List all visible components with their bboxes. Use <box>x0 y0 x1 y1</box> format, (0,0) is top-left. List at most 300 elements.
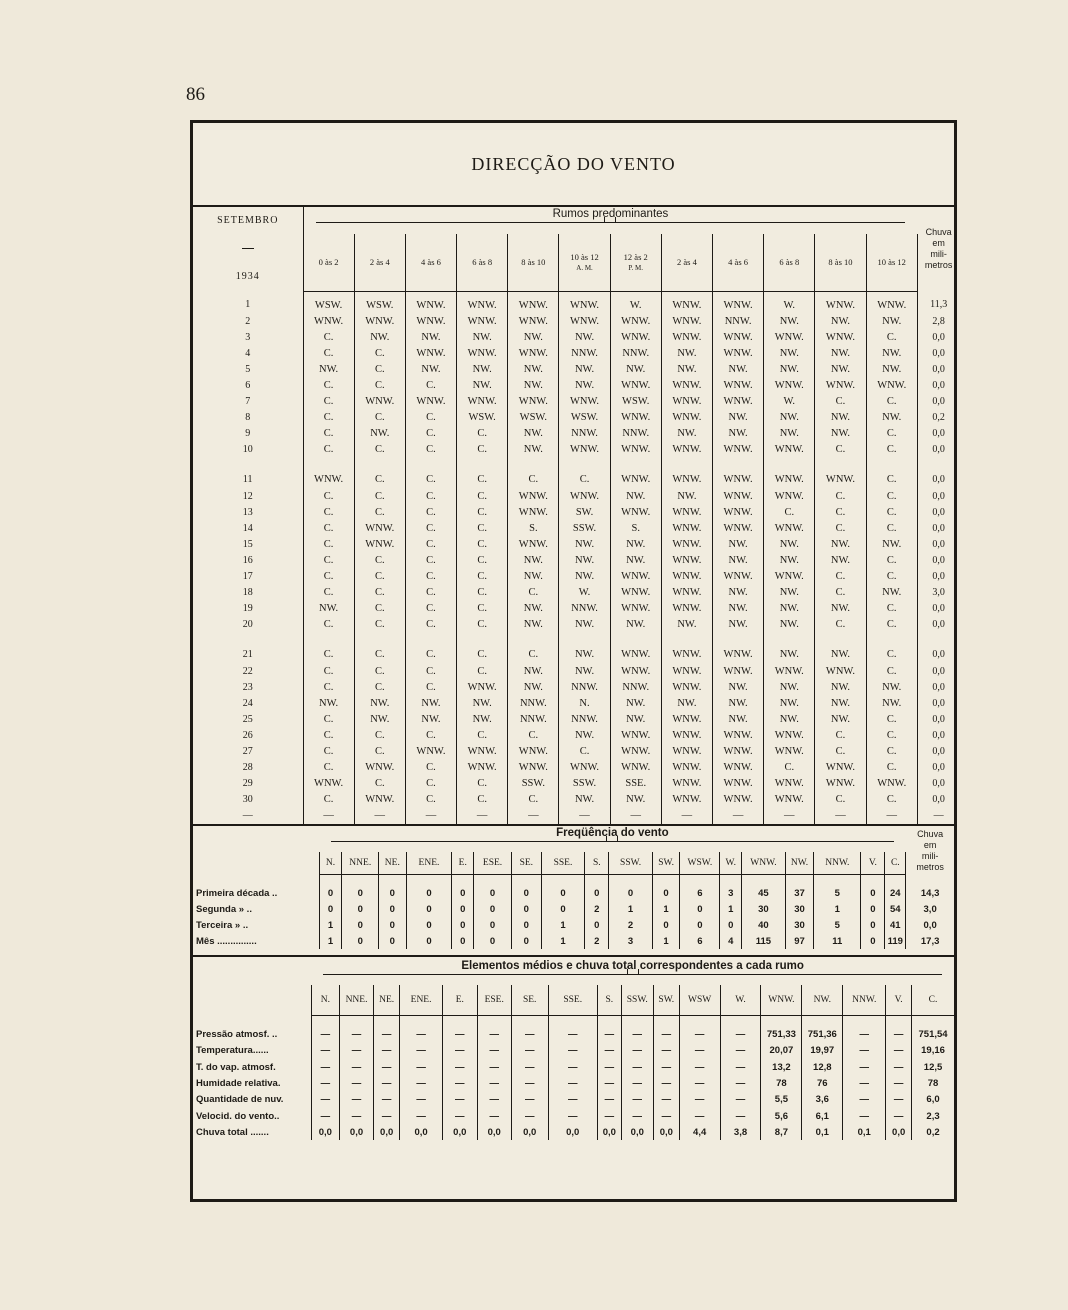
page-number: 86 <box>186 84 205 105</box>
wind-direction-cell: WNW. <box>457 760 508 776</box>
frequency-cell: 11 <box>814 933 861 949</box>
wind-direction-cell: C. <box>405 489 456 505</box>
wind-direction-cell: C. <box>457 585 508 601</box>
element-cell: 0,0 <box>477 1124 511 1140</box>
element-cell: — <box>843 1092 886 1108</box>
wind-direction-cell: NW. <box>815 696 866 712</box>
wind-direction-cell: C. <box>405 378 456 394</box>
gap-cell <box>354 458 405 472</box>
day-number: 30 <box>193 792 303 808</box>
wind-direction-cell: WNW. <box>764 776 815 792</box>
wind-direction-cell: NW. <box>610 617 661 633</box>
wind-direction-cell: WNW. <box>713 378 764 394</box>
element-cell: — <box>653 1059 679 1075</box>
wind-direction-cell: WNW. <box>405 394 456 410</box>
wind-direction-cell: WSW. <box>508 410 559 426</box>
wind-direction-cell: C. <box>354 410 405 426</box>
wind-direction-cell: WNW. <box>764 663 815 679</box>
day-row <box>193 291 959 314</box>
rain-cell: 0,0 <box>932 522 945 534</box>
wind-direction-cell: NW. <box>764 680 815 696</box>
direction-header: E. <box>443 985 477 1016</box>
wind-direction-cell: WNW. <box>866 776 917 792</box>
frequency-cell: 1 <box>541 917 585 933</box>
element-cell: 76 <box>802 1075 843 1091</box>
wind-direction-cell: NW. <box>303 362 354 378</box>
wind-direction-cell: WNW. <box>713 442 764 458</box>
wind-direction-cell: NW. <box>866 696 917 712</box>
element-cell: — <box>843 1108 886 1124</box>
element-cell: — <box>720 1075 761 1091</box>
time-column-label: A. M. <box>576 264 593 273</box>
rain-header-line: Chuva <box>925 227 952 237</box>
element-cell: 0,0 <box>597 1124 621 1140</box>
wind-direction-cell: C. <box>764 505 815 521</box>
wind-direction-cell: WNW. <box>405 314 456 330</box>
frequency-cell: 0 <box>452 875 474 902</box>
gap-cell <box>610 458 661 472</box>
frequency-cell: 0 <box>861 901 885 917</box>
wind-direction-cell: NW. <box>764 537 815 553</box>
wind-direction-cell: SSE. <box>610 776 661 792</box>
day-row <box>193 330 959 346</box>
wind-direction-cell: C. <box>559 744 610 760</box>
wind-direction-cell: WNW. <box>661 521 712 537</box>
direction-header: SE. <box>511 852 541 875</box>
wind-direction-cell: NW. <box>764 346 815 362</box>
rain-header <box>917 207 959 291</box>
wind-direction-cell: NW. <box>764 585 815 601</box>
wind-direction-cell: — <box>866 808 917 824</box>
row-label: Chuva total ....... <box>193 1124 311 1140</box>
wind-direction-cell: WNW. <box>764 728 815 744</box>
wind-direction-cell: C. <box>866 505 917 521</box>
wind-direction-cell: WNW. <box>866 291 917 314</box>
frequency-cell: 0 <box>342 875 379 902</box>
wind-direction-cell: WNW. <box>610 330 661 346</box>
gap-cell <box>508 458 559 472</box>
element-cell: — <box>597 1043 621 1059</box>
frequency-cell: 0 <box>342 917 379 933</box>
wind-direction-cell: C. <box>815 617 866 633</box>
gap-cell <box>610 633 661 647</box>
day-row <box>193 472 959 488</box>
wind-direction-cell: WSW. <box>457 410 508 426</box>
wind-direction-cell: WNW. <box>815 330 866 346</box>
element-cell: — <box>400 1059 443 1075</box>
wind-direction-cell: C. <box>303 744 354 760</box>
frequency-caption-text: Freqüência do vento <box>556 827 669 840</box>
frequency-cell: 0 <box>319 875 342 902</box>
rain-cell: 0,0 <box>932 745 945 757</box>
wind-direction-cell: C. <box>866 792 917 808</box>
wind-direction-cell: NW. <box>508 442 559 458</box>
gap-cell <box>559 458 610 472</box>
wind-direction-cell: NW. <box>815 680 866 696</box>
direction-header: C. <box>912 985 954 1016</box>
day-number: 6 <box>193 378 303 394</box>
wind-direction-cell: C. <box>405 617 456 633</box>
wind-direction-cell: WNW. <box>610 442 661 458</box>
rain-cell: 0,0 <box>932 444 945 456</box>
frequency-cell: 119 <box>885 933 906 949</box>
wind-direction-cell: WNW. <box>713 728 764 744</box>
rain-cell: 0,2 <box>932 412 945 424</box>
day-number: 13 <box>193 505 303 521</box>
direction-header: C. <box>885 852 906 875</box>
element-cell: — <box>374 1016 400 1043</box>
gap-cell <box>508 633 559 647</box>
decade-gap <box>193 633 959 647</box>
element-cell: 0,0 <box>511 1124 548 1140</box>
row-label: T. do vap. atmosf. <box>193 1059 311 1075</box>
wind-direction-cell: WNW. <box>610 647 661 663</box>
wind-direction-cell: NW. <box>559 728 610 744</box>
frequency-cell: 0 <box>474 901 512 917</box>
wind-direction-cell: NW. <box>713 553 764 569</box>
wind-direction-cell: C. <box>354 505 405 521</box>
element-cell: — <box>886 1075 912 1091</box>
rain-cell: 0,0 <box>932 347 945 359</box>
wind-direction-cell: NW. <box>866 585 917 601</box>
wind-direction-cell: NW. <box>508 601 559 617</box>
frequency-cell: 5 <box>814 875 861 902</box>
frequency-cell: 0 <box>406 917 452 933</box>
wind-direction-cell: C. <box>303 426 354 442</box>
frequency-cell: 1 <box>319 933 342 949</box>
frequency-cell: 0 <box>511 917 541 933</box>
direction-header: ESE. <box>477 985 511 1016</box>
frequency-cell: 4 <box>720 933 742 949</box>
wind-direction-cell: — <box>815 808 866 824</box>
direction-header: NNW. <box>843 985 886 1016</box>
rain-cell: — <box>933 810 944 822</box>
wind-direction-cell: WNW. <box>713 647 764 663</box>
wind-direction-cell: C. <box>303 489 354 505</box>
direction-header: SSE. <box>548 985 597 1016</box>
wind-direction-cell: C. <box>866 489 917 505</box>
element-cell: — <box>548 1108 597 1124</box>
day-number: 19 <box>193 601 303 617</box>
frequency-cell: 0 <box>541 901 585 917</box>
decade-gap <box>193 458 959 472</box>
wind-direction-cell: C. <box>303 663 354 679</box>
frequency-cell: 0 <box>652 917 679 933</box>
frequency-cell: 3 <box>720 875 742 902</box>
wind-direction-cell: WNW. <box>815 760 866 776</box>
wind-direction-cell: S. <box>508 521 559 537</box>
frequency-cell: 0 <box>406 875 452 902</box>
day-number: 22 <box>193 663 303 679</box>
wind-direction-cell: WNW. <box>713 744 764 760</box>
wind-direction-cell: NW. <box>764 712 815 728</box>
frequency-cell: 1 <box>319 917 342 933</box>
element-cell: — <box>653 1043 679 1059</box>
rain-cell: 2,8 <box>932 315 945 327</box>
day-row <box>193 585 959 601</box>
time-column-label: 10 às 12 <box>570 252 599 263</box>
element-cell: — <box>400 1108 443 1124</box>
wind-direction-cell: C. <box>405 585 456 601</box>
gap-cell <box>713 458 764 472</box>
frequency-cell: 0 <box>452 917 474 933</box>
wind-direction-cell: C. <box>457 792 508 808</box>
element-cell: 0,1 <box>843 1124 886 1140</box>
gap-cell <box>815 458 866 472</box>
element-cell: 0,2 <box>926 1126 940 1138</box>
frequency-cell: 0 <box>379 917 406 933</box>
wind-direction-cell: NW. <box>354 712 405 728</box>
wind-direction-cell: WNW. <box>713 505 764 521</box>
wind-direction-cell: C. <box>303 442 354 458</box>
day-row <box>193 346 959 362</box>
gap-cell <box>764 458 815 472</box>
wind-direction-cell: WNW. <box>713 776 764 792</box>
wind-direction-cell: — <box>559 808 610 824</box>
frequency-cell: 6 <box>680 875 720 902</box>
element-cell: — <box>621 1016 653 1043</box>
wind-direction-cell: NNW. <box>559 712 610 728</box>
frequency-cell: 0 <box>585 875 609 902</box>
wind-direction-cell: NNW. <box>508 712 559 728</box>
gap-cell <box>193 458 303 472</box>
wind-direction-cell: NW. <box>508 362 559 378</box>
element-cell: — <box>339 1075 373 1091</box>
element-cell: 0,0 <box>621 1124 653 1140</box>
day-row <box>193 808 959 824</box>
frequency-cell: 24 <box>885 875 906 902</box>
wind-direction-cell: WNW. <box>815 776 866 792</box>
wind-direction-cell: NW. <box>457 362 508 378</box>
wind-direction-cell: C. <box>354 362 405 378</box>
rain-cell: 0,0 <box>932 681 945 693</box>
element-cell: — <box>886 1108 912 1124</box>
month-label: SETEMBRO <box>217 215 279 226</box>
gap-cell <box>303 458 354 472</box>
frequency-cell: 30 <box>785 917 814 933</box>
wind-direction-cell: WNW. <box>508 346 559 362</box>
wind-direction-cell: C. <box>303 569 354 585</box>
wind-direction-cell: W. <box>559 585 610 601</box>
wind-direction-cell: C. <box>457 776 508 792</box>
wind-direction-cell: C. <box>815 744 866 760</box>
wind-direction-cell: WNW. <box>508 394 559 410</box>
wind-direction-cell: NW. <box>559 330 610 346</box>
element-cell: — <box>679 1108 720 1124</box>
wind-direction-cell: C. <box>303 346 354 362</box>
wind-direction-cell: NNW. <box>559 426 610 442</box>
frequency-cell: 0 <box>342 901 379 917</box>
rain-cell: 0,0 <box>932 538 945 550</box>
wind-direction-cell: WSW. <box>559 410 610 426</box>
wind-direction-page <box>190 120 957 1202</box>
frequency-cell: 5 <box>814 917 861 933</box>
gap-cell <box>457 458 508 472</box>
element-cell: — <box>443 1016 477 1043</box>
element-cell: — <box>339 1092 373 1108</box>
day-number: 10 <box>193 442 303 458</box>
wind-direction-cell: WNW. <box>661 712 712 728</box>
element-cell: 78 <box>927 1077 939 1089</box>
rain-cell: 0,0 <box>932 554 945 566</box>
brace-divider <box>323 974 942 985</box>
direction-header: WSW. <box>680 852 720 875</box>
frequency-cell: 2 <box>585 933 609 949</box>
element-cell: 8,7 <box>761 1124 802 1140</box>
day-number: 20 <box>193 617 303 633</box>
month-header <box>193 207 303 291</box>
wind-direction-cell: NW. <box>405 330 456 346</box>
element-cell: — <box>548 1092 597 1108</box>
day-row <box>193 744 959 760</box>
rain-cell: 3,0 <box>923 903 937 915</box>
wind-direction-cell: WNW. <box>815 472 866 488</box>
wind-direction-cell: NW. <box>508 569 559 585</box>
gap-cell <box>303 633 354 647</box>
wind-direction-cell: C. <box>457 537 508 553</box>
wind-direction-cell: NW. <box>303 601 354 617</box>
wind-direction-cell: C. <box>815 505 866 521</box>
wind-direction-cell: — <box>457 808 508 824</box>
wind-direction-cell: NW. <box>457 696 508 712</box>
wind-direction-cell: C. <box>508 647 559 663</box>
time-column-header <box>457 234 508 291</box>
day-number: 12 <box>193 489 303 505</box>
element-cell: 0,0 <box>339 1124 373 1140</box>
wind-direction-cell: WNW. <box>303 472 354 488</box>
wind-direction-cell: W. <box>764 291 815 314</box>
gap-cell <box>661 633 712 647</box>
direction-header: NE. <box>374 985 400 1016</box>
gap-cell <box>815 633 866 647</box>
time-column-label: 6 às 8 <box>472 257 493 268</box>
frequency-cell: 54 <box>885 901 906 917</box>
frequency-cell: 0 <box>861 933 885 949</box>
wind-direction-cell: NW. <box>713 696 764 712</box>
elements-caption-text: Elementos médios e chuva total correspondentes a cada rumo <box>461 960 804 973</box>
wind-direction-cell: WNW. <box>661 442 712 458</box>
wind-direction-cell: WNW. <box>354 314 405 330</box>
frequency-cell: 2 <box>609 917 653 933</box>
time-column-header <box>764 234 815 291</box>
element-cell: — <box>720 1043 761 1059</box>
wind-direction-cell: NW. <box>661 346 712 362</box>
wind-direction-cell: NW. <box>866 410 917 426</box>
gap-cell <box>405 633 456 647</box>
day-row <box>193 647 959 663</box>
wind-direction-cell: WNW. <box>661 569 712 585</box>
frequency-cell: 1 <box>609 901 653 917</box>
day-row <box>193 569 959 585</box>
wind-direction-cell: C. <box>866 712 917 728</box>
wind-direction-cell: NW. <box>815 601 866 617</box>
wind-direction-cell: NW. <box>713 617 764 633</box>
element-cell: — <box>679 1043 720 1059</box>
day-row <box>193 760 959 776</box>
rain-cell: 17,3 <box>920 935 940 947</box>
wind-direction-cell: WNW. <box>457 346 508 362</box>
day-row <box>193 537 959 553</box>
rain-cell: 0,0 <box>932 396 945 408</box>
wind-direction-cell: NNW. <box>610 680 661 696</box>
wind-direction-cell: WNW. <box>405 744 456 760</box>
wind-direction-cell: SSW. <box>559 776 610 792</box>
day-row <box>193 553 959 569</box>
wind-direction-cell: WNW. <box>457 314 508 330</box>
wind-direction-cell: NW. <box>559 569 610 585</box>
wind-direction-cell: WNW. <box>457 291 508 314</box>
wind-direction-cell: C. <box>457 472 508 488</box>
wind-direction-cell: C. <box>354 776 405 792</box>
direction-header: WNW. <box>742 852 786 875</box>
day-row <box>193 696 959 712</box>
wind-direction-cell: WNW. <box>661 585 712 601</box>
element-cell: — <box>621 1108 653 1124</box>
day-row <box>193 521 959 537</box>
element-cell: — <box>653 1016 679 1043</box>
wind-direction-cell: C. <box>457 442 508 458</box>
frequency-cell: 1 <box>720 901 742 917</box>
wind-direction-cell: WNW. <box>713 291 764 314</box>
wind-direction-cell: C. <box>866 601 917 617</box>
direction-header: V. <box>886 985 912 1016</box>
wind-direction-cell: C. <box>815 521 866 537</box>
wind-direction-cell: WNW. <box>610 744 661 760</box>
direction-header: V. <box>861 852 885 875</box>
wind-direction-cell: NW. <box>405 362 456 378</box>
element-cell: — <box>477 1059 511 1075</box>
wind-direction-cell: NW. <box>559 378 610 394</box>
element-cell: 751,36 <box>802 1016 843 1043</box>
frequency-cell: 0 <box>379 901 406 917</box>
wind-direction-cell: WNW. <box>661 394 712 410</box>
element-cell: — <box>597 1092 621 1108</box>
element-cell: — <box>511 1059 548 1075</box>
wind-direction-cell: — <box>610 808 661 824</box>
wind-direction-cell: C. <box>815 489 866 505</box>
wind-direction-cell: NW. <box>815 346 866 362</box>
wind-direction-cell: WNW. <box>764 792 815 808</box>
element-cell: — <box>597 1108 621 1124</box>
wind-direction-cell: C. <box>303 792 354 808</box>
time-column-label: 2 às 4 <box>369 257 390 268</box>
element-cell: — <box>548 1075 597 1091</box>
element-row <box>193 1075 954 1091</box>
day-number: 25 <box>193 712 303 728</box>
frequency-cell: 0 <box>861 917 885 933</box>
wind-direction-cell: C. <box>303 680 354 696</box>
wind-direction-cell: NW. <box>405 712 456 728</box>
element-cell: — <box>653 1075 679 1091</box>
wind-direction-cell: NW. <box>764 426 815 442</box>
frequency-cell: 0 <box>474 917 512 933</box>
time-column-header <box>559 234 610 291</box>
wind-direction-cell: WNW. <box>457 680 508 696</box>
wind-direction-cell: WNW. <box>508 505 559 521</box>
frequency-cell: 0 <box>452 901 474 917</box>
element-cell: — <box>886 1043 912 1059</box>
day-number: 17 <box>193 569 303 585</box>
gap-cell <box>559 633 610 647</box>
wind-direction-cell: NW. <box>610 712 661 728</box>
element-cell: — <box>511 1075 548 1091</box>
rain-header-line: Chuva <box>917 828 944 839</box>
wind-direction-cell: NW. <box>764 314 815 330</box>
wind-direction-cell: C. <box>866 521 917 537</box>
wind-direction-cell: NW. <box>354 426 405 442</box>
wind-direction-cell: NW. <box>559 553 610 569</box>
wind-direction-cell: C. <box>303 410 354 426</box>
